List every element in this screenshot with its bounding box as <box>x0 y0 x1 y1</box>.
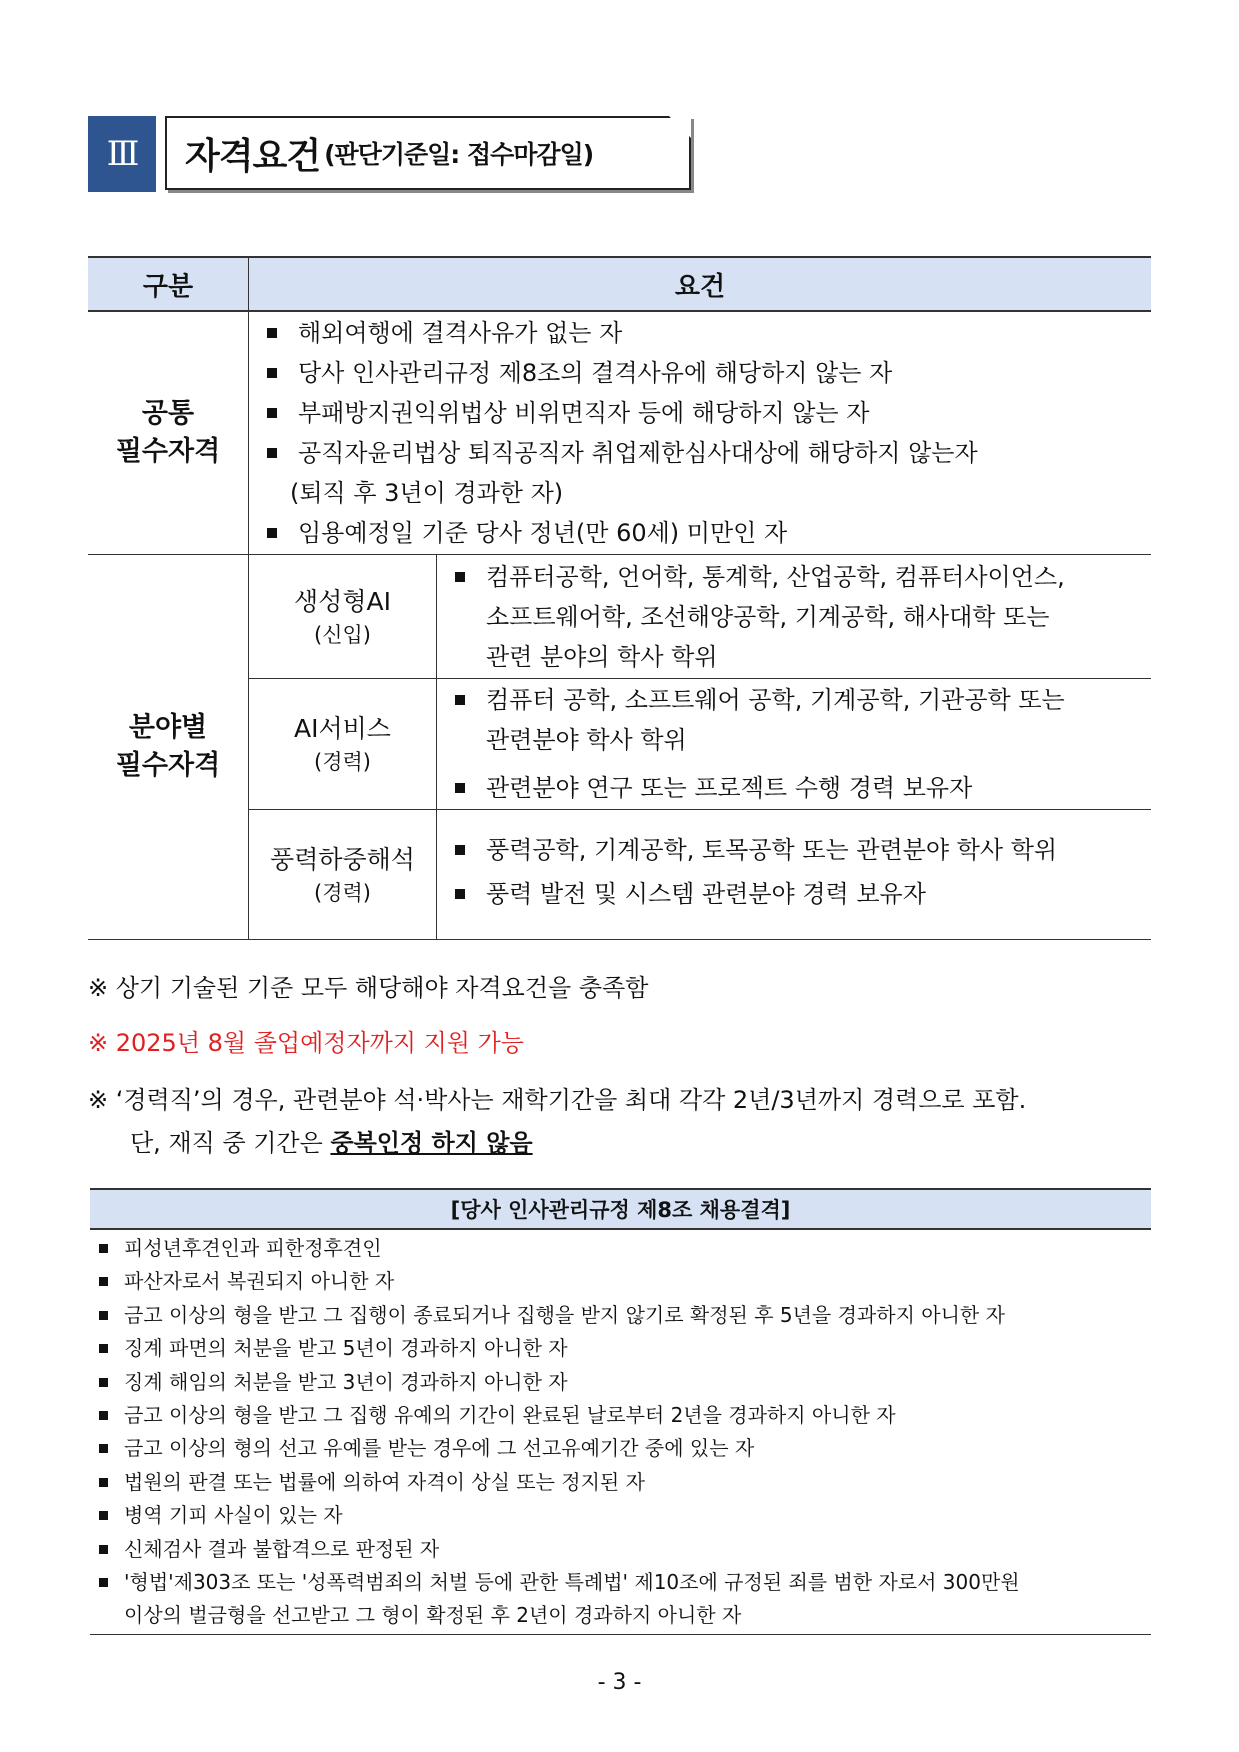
page-number: - 3 - <box>597 1670 642 1695</box>
field-name: 풍력하중해석 <box>270 844 415 874</box>
corner-fold <box>669 116 691 138</box>
list-item <box>438 680 1150 760</box>
bullet-square-icon <box>267 408 277 418</box>
field-kind: (신입) <box>314 622 371 647</box>
list-item <box>90 1533 1151 1566</box>
bullet-square-icon <box>99 1578 108 1587</box>
field-requirements <box>437 555 1152 679</box>
item-text: 징계 파면의 처분을 받고 5년이 경과하지 아니한 자 <box>124 1336 568 1361</box>
item-line: 풍력 발전 및 시스템 관련분야 경력 보유자 <box>486 880 926 908</box>
item-line: 소프트웨어학, 조선해양공학, 기계공학, 해사대학 또는 <box>486 602 1050 631</box>
list-item <box>438 874 1150 914</box>
list-item <box>90 1466 1151 1499</box>
disqualification-title: [당사 인사관리규정 제8조 채용결격] <box>90 1188 1151 1230</box>
bullet-square-icon <box>99 1511 108 1520</box>
header-category: 구분 <box>88 257 249 311</box>
item-text: 금고 이상의 형을 받고 그 집행이 종료되거나 집행을 받지 않기로 확정된 후 5년을 경과하지 아니한 자 <box>124 1302 1005 1327</box>
item-text: 징계 해임의 처분을 받고 3년이 경과하지 아니한 자 <box>124 1369 568 1394</box>
bullet-square-icon <box>455 695 465 705</box>
list-item <box>438 830 1150 870</box>
bullet-square-icon <box>455 572 465 582</box>
field-specific-label <box>88 555 249 940</box>
note-3-line2 <box>130 1123 533 1163</box>
list-item <box>90 1332 1151 1365</box>
section-title-box <box>165 116 691 190</box>
item-text: 공직자윤리법상 퇴직공직자 취업제한심사대상에 해당하지 않는자 <box>298 439 978 467</box>
item-line: 관련 분야의 학사 학위 <box>486 642 718 671</box>
note-3-prefix: 단, 재직 중 기간은 <box>130 1129 331 1157</box>
bullet-square-icon <box>455 845 465 855</box>
bullet-square-icon <box>99 1411 108 1420</box>
common-label-line2: 필수자격 <box>115 436 221 467</box>
list-item <box>90 1299 1151 1332</box>
item-text: 파산자로서 복권되지 아니한 자 <box>124 1269 395 1294</box>
note-3-emphasis: 중복인정 하지 않음 <box>330 1129 533 1157</box>
item-text: 이상의 벌금형을 선고받고 그 형이 확정된 후 2년이 경과하지 아니한 자 <box>124 1603 742 1628</box>
list-item <box>90 1399 1151 1432</box>
bullet-square-icon <box>99 1244 108 1253</box>
item-line: 컴퓨터 공학, 소프트웨어 공학, 기계공학, 기관공학 또는 <box>486 686 1065 714</box>
section-title: 자격요건 <box>185 135 321 177</box>
bullet-square-icon <box>267 328 277 338</box>
list-item <box>250 353 1150 393</box>
bullet-square-icon <box>455 889 465 899</box>
section-number-badge: Ⅲ <box>88 116 156 192</box>
bullet-square-icon <box>455 783 465 793</box>
requirements-table <box>88 256 1151 940</box>
bullet-square-icon <box>99 1378 108 1387</box>
item-line: 풍력공학, 기계공학, 토목공학 또는 관련분야 학사 학위 <box>486 836 1058 864</box>
list-item <box>90 1366 1151 1399</box>
list-item <box>438 557 1150 677</box>
item-text: 병역 기피 사실이 있는 자 <box>124 1503 343 1528</box>
field-name: AI서비스 <box>294 714 391 743</box>
list-item <box>250 393 1150 433</box>
list-item <box>250 433 1150 473</box>
item-line: 관련분야 연구 또는 프로젝트 수행 경력 보유자 <box>486 774 973 802</box>
field-name: 생성형AI <box>294 586 391 616</box>
field-kind: (경력) <box>314 880 371 905</box>
field-label-line2: 필수자격 <box>115 750 221 781</box>
item-text: 신체검사 결과 불합격으로 판정된 자 <box>124 1536 440 1561</box>
bullet-square-icon <box>99 1277 108 1286</box>
field-kind: (경력) <box>314 750 371 774</box>
field-name-cell <box>249 810 437 940</box>
list-item <box>90 1232 1151 1265</box>
field-requirements <box>437 810 1152 940</box>
table-header-row <box>88 257 1151 311</box>
item-text: (퇴직 후 3년이 경과한 자) <box>290 479 564 507</box>
list-item <box>90 1432 1151 1465</box>
item-text: 법원의 판결 또는 법률에 의하여 자격이 상실 또는 정지된 자 <box>124 1469 645 1494</box>
common-requirements <box>249 311 1152 555</box>
bullet-square-icon <box>99 1478 108 1487</box>
item-line: 관련분야 학사 학위 <box>486 726 687 754</box>
common-row <box>88 311 1151 555</box>
item-text: '형법'제303조 또는 '성폭력범죄의 처벌 등에 관한 특례법' 제10조에 규정된 죄를 범한 자로서 300만원 <box>124 1570 1020 1595</box>
note-1: ※ 상기 기술된 기준 모두 해당해야 자격요건을 충족함 <box>88 974 649 1002</box>
bullet-square-icon <box>99 1311 108 1320</box>
list-item-continuation <box>250 473 1150 513</box>
item-text: 당사 인사관리규정 제8조의 결격사유에 해당하지 않는 자 <box>298 359 893 387</box>
section-subtitle: (판단기준일: 접수마감일) <box>324 140 594 169</box>
bullet-square-icon <box>99 1545 108 1554</box>
list-item <box>90 1566 1151 1599</box>
field-label-line1: 분야별 <box>128 712 208 743</box>
item-text: 임용예정일 기준 당사 정년(만 60세) 미만인 자 <box>298 519 788 547</box>
bullet-square-icon <box>267 448 277 458</box>
note-3: ※ ‘경력직’의 경우, 관련분야 석·박사는 재학기간을 최대 각각 2년/3년까지 경력으로 포함. <box>88 1086 1027 1114</box>
bullet-square-icon <box>99 1444 108 1453</box>
header-requirement: 요건 <box>249 257 1152 311</box>
item-line: 컴퓨터공학, 언어학, 통계학, 산업공학, 컴퓨터사이언스, <box>486 562 1065 591</box>
list-item-continuation <box>90 1599 1151 1632</box>
disqualification-list <box>90 1232 1151 1633</box>
list-item <box>250 513 1150 553</box>
field-name-cell <box>249 555 437 679</box>
bullet-square-icon <box>267 368 277 378</box>
common-label <box>88 311 249 555</box>
list-item <box>90 1265 1151 1298</box>
bullet-square-icon <box>99 1344 108 1353</box>
bullet-square-icon <box>267 528 277 538</box>
common-label-line1: 공통 <box>141 398 195 429</box>
item-text: 피성년후견인과 피한정후견인 <box>124 1236 382 1260</box>
item-text: 금고 이상의 형의 선고 유예를 받는 경우에 그 선고유예기간 중에 있는 자 <box>124 1436 755 1461</box>
list-item <box>250 313 1150 353</box>
list-item <box>90 1499 1151 1532</box>
table-bottom-rule <box>90 1634 1151 1635</box>
field-row-genai <box>88 555 1151 679</box>
item-text: 금고 이상의 형을 받고 그 집행 유예의 기간이 완료된 날로부터 2년을 경과하지 아니한 자 <box>124 1403 896 1428</box>
note-2: ※ 2025년 8월 졸업예정자까지 지원 가능 <box>88 1029 524 1057</box>
item-text: 해외여행에 결격사유가 없는 자 <box>298 319 623 347</box>
field-name-cell <box>249 679 437 810</box>
list-item <box>438 768 1150 808</box>
field-requirements <box>437 679 1152 810</box>
item-text: 부패방지권익위법상 비위면직자 등에 해당하지 않는 자 <box>298 399 870 427</box>
